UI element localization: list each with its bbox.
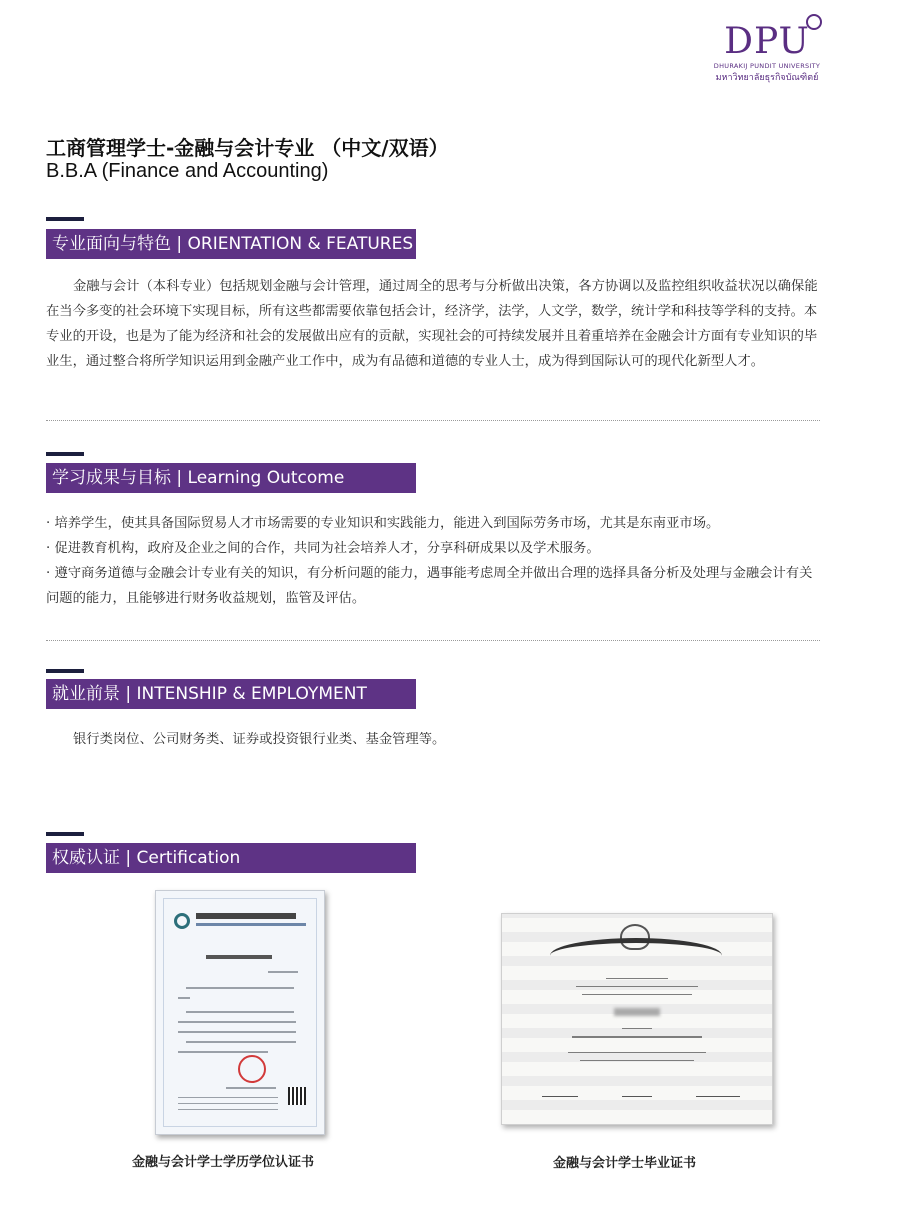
divider bbox=[46, 420, 820, 421]
logo-thai-name: มหาวิทยาลัยธุรกิจบัณฑิตย์ bbox=[715, 73, 819, 83]
logo-mark bbox=[712, 22, 822, 62]
section-marker bbox=[46, 217, 84, 221]
section-marker bbox=[46, 669, 84, 673]
official-seal-icon bbox=[238, 1055, 266, 1083]
page-title-english: B.B.A (Finance and Accounting) bbox=[46, 160, 329, 182]
certificate-caption-2: 金融与会计学士毕业证书 bbox=[553, 1156, 697, 1171]
section-marker bbox=[46, 452, 84, 456]
logo-ring-icon bbox=[806, 14, 822, 30]
section-heading-employment: 就业前景 | INTENSHIP & EMPLOYMENT bbox=[46, 679, 416, 709]
section-heading-outcome: 学习成果与目标 | Learning Outcome bbox=[46, 463, 416, 493]
diploma-image bbox=[501, 913, 773, 1125]
certificate-caption-1: 金融与会计学士学历学位认证书 bbox=[132, 1155, 315, 1170]
page-title-chinese: 工商管理学士-金融与会计专业 （中文/双语） bbox=[46, 136, 449, 160]
qr-code-icon bbox=[288, 1087, 306, 1105]
certification-document-image bbox=[155, 890, 325, 1135]
outcome-item: · 遵守商务道德与金融会计专业有关的知识，有分析问题的能力，遇事能考虑周全并做出合理的选择具备分析及处理与金融会计有关问题的能力，且能够进行财务收益规划，监管及评估。 bbox=[46, 566, 813, 606]
issuer-logo-icon bbox=[174, 913, 190, 929]
orientation-paragraph: 金融与会计（本科专业）包括规划金融与会计管理，通过周全的思考与分析做出决策，各方协调以及监控组织收益状况以确保能在当今多变的社会环境下实现目标，所有这些都需要依靠包括会计，经济学，法学，人文学，数学，统计学和科技等学科的支持。本专业的开设，也是为了能为经济和社会的发展做出应有的贡献，实现社会的可持续发展并且着重培养在金融会计方面有专业知识的毕业生，通过整合将所学知识运用到金融产业工作中，成为有品德和道德的专业人士，成为得到国际认可的现代化新型人才。 bbox=[46, 279, 818, 369]
divider bbox=[46, 640, 820, 641]
university-logo bbox=[712, 22, 822, 84]
outcome-list bbox=[46, 511, 824, 611]
logo-english-name: DHURAKIJ PUNDIT UNIVERSITY bbox=[713, 62, 821, 70]
orientation-text bbox=[46, 274, 824, 374]
employment-text bbox=[46, 727, 824, 752]
section-heading-orientation: 专业面向与特色 | ORIENTATION & FEATURES bbox=[46, 229, 416, 259]
employment-paragraph: 银行类岗位、公司财务类、证券或投资银行业类、基金管理等。 bbox=[73, 732, 446, 747]
issuer-header bbox=[174, 911, 314, 933]
section-heading-certification: 权威认证 | Certification bbox=[46, 843, 416, 873]
outcome-item: · 培养学生，使其具备国际贸易人才市场需要的专业知识和实践能力，能进入到国际劳务市场，尤其是东南亚市场。 bbox=[46, 516, 720, 531]
section-marker bbox=[46, 832, 84, 836]
logo-mark-text: DPU bbox=[724, 21, 810, 62]
outcome-item: · 促进教育机构，政府及企业之间的合作，共同为社会培养人才，分享科研成果以及学术服务。 bbox=[46, 541, 600, 556]
